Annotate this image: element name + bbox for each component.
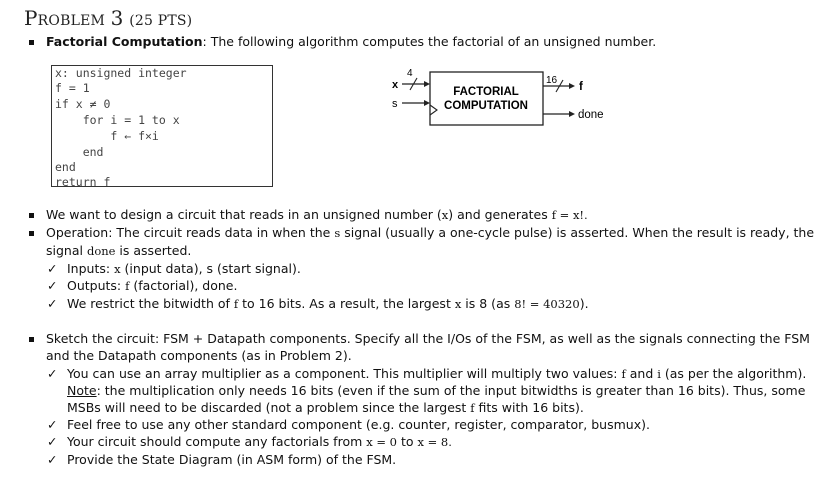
- output-f-width: 16: [546, 75, 558, 86]
- input-s-label: s: [392, 98, 398, 110]
- factorial-block-diagram: [380, 62, 620, 132]
- check-item-note: Note: the multiplication only needs 16 bits (even if the sum of the input bitwidths is greater than 16 bits). Thus, some: [67, 383, 806, 398]
- block-label-line2: COMPUTATION: [444, 100, 528, 112]
- bullet-operation-line1: Operation: The circuit reads data in when the s signal (usually a one-cycle pulse) is asserted. When the result is ready, the: [46, 225, 815, 240]
- code-line: end: [55, 145, 104, 159]
- check-icon: ✓: [47, 278, 58, 293]
- check-item-inputs: Inputs: x (input data), s (start signal).: [67, 261, 301, 276]
- block-label-line1: FACTORIAL: [453, 86, 519, 98]
- problem-title: PROBLEM 3 (25 PTS): [24, 6, 193, 30]
- check-item-multiplier: You can use an array multiplier as a component. This multiplier will multiply two values: f and i (as per the algorithm).: [67, 366, 807, 381]
- output-done-arrow: [569, 111, 575, 117]
- check-item-note-cont: MSBs will need to be discarded (not a problem since the largest f fits with 16 bits).: [67, 400, 584, 415]
- bullet-marker: [29, 213, 34, 218]
- bullet-factorial-computation: Factorial Computation: The following algorithm computes the factorial of an unsigned number.: [46, 34, 657, 49]
- check-item-range: Your circuit should compute any factorials from x = 0 to x = 8.: [67, 434, 452, 449]
- bullet-design-goal: We want to design a circuit that reads in an unsigned number (x) and generates f = x!.: [46, 207, 588, 222]
- bullet-operation-line2: signal done is asserted.: [46, 243, 192, 258]
- bullet-sketch-line1: Sketch the circuit: FSM + Datapath components. Specify all the I/Os of the FSM, as well as the signals connecting the FSM: [46, 331, 810, 346]
- check-icon: ✓: [47, 452, 58, 467]
- output-f-label: f: [579, 81, 583, 93]
- code-line: x: unsigned integer: [55, 66, 187, 80]
- check-item-outputs: Outputs: f (factorial), done.: [67, 278, 238, 293]
- bullet-marker: [29, 231, 34, 236]
- code-line: f = 1: [55, 81, 90, 95]
- input-x-arrow: [424, 81, 430, 87]
- output-done-label: done: [578, 109, 604, 121]
- check-item-state-diagram: Provide the State Diagram (in ASM form) of the FSM.: [67, 452, 397, 467]
- code-line: return f: [55, 175, 111, 189]
- check-icon: ✓: [47, 261, 58, 276]
- input-x-label: x: [392, 79, 399, 91]
- check-icon: ✓: [47, 296, 58, 311]
- bullet-sketch-line2: and the Datapath components (as in Problem 2).: [46, 348, 352, 363]
- code-line: f ← f×i: [55, 129, 159, 143]
- factorial-block: [430, 72, 543, 125]
- code-line: for i = 1 to x: [55, 113, 180, 127]
- check-icon: ✓: [47, 434, 58, 449]
- check-item-restrict: We restrict the bitwidth of f to 16 bits. As a result, the largest x is 8 (as 8! = 40320).: [67, 296, 589, 311]
- check-icon: ✓: [47, 417, 58, 432]
- code-line: end: [55, 160, 76, 174]
- output-f-arrow: [569, 83, 575, 89]
- code-line: if x ≠ 0: [55, 97, 111, 111]
- check-icon: ✓: [47, 366, 58, 381]
- input-x-width: 4: [407, 68, 413, 79]
- input-s-arrow: [424, 100, 430, 106]
- bullet-marker: [29, 40, 34, 45]
- check-item-standard-components: Feel free to use any other standard component (e.g. counter, register, comparator, busmux).: [67, 417, 650, 432]
- bullet-marker: [29, 337, 34, 342]
